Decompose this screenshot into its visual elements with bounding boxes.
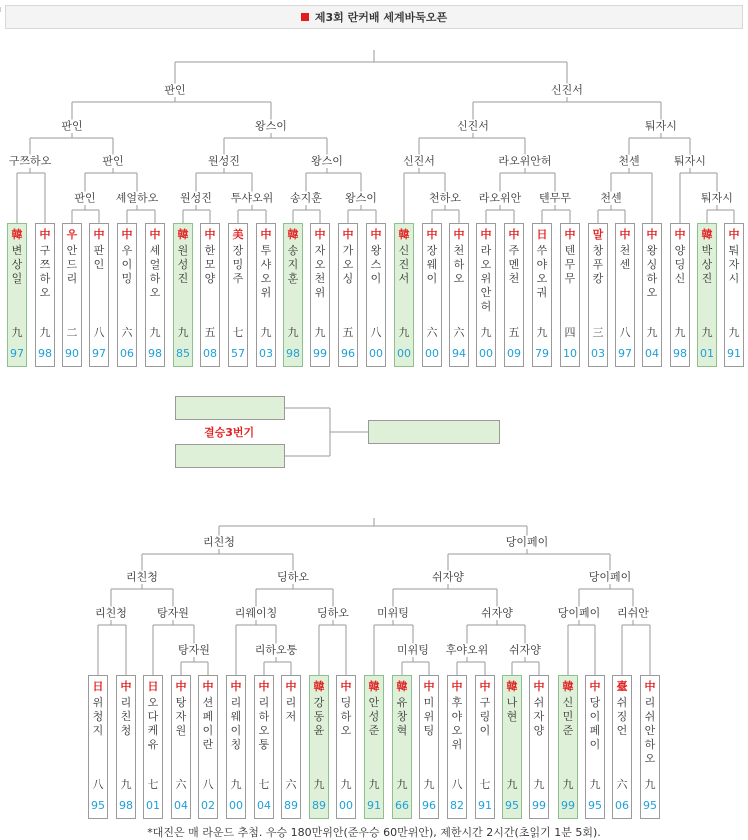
player-card [615,223,635,367]
player-card [585,675,605,819]
birth-year: 00 [479,347,493,360]
player-name: 텐 무 무 [564,244,576,285]
player-name: 양 딩 신 [674,244,686,285]
nation-tag: 中 [258,680,270,693]
bracket-label: 딩하오 [317,606,349,620]
player-card [394,223,414,367]
player-rank: 八 [370,326,382,339]
birth-year: 97 [10,347,24,360]
bracket-label: 신진서 [403,154,435,168]
player-name: 신 민 준 [562,696,574,737]
bracket-label: 라오위안 [478,191,522,205]
bracket-label: 후야오위 [445,643,489,657]
player-card [392,675,412,819]
birth-year: 96 [341,347,355,360]
nation-tag: 中 [728,228,740,241]
player-card [143,675,163,819]
player-rank: 六 [426,326,438,339]
nation-tag: 우 [66,228,78,241]
player-card [89,223,109,367]
birth-year: 01 [700,347,714,360]
player-card [476,223,496,367]
bracket-label: 리쉬안 [617,606,649,620]
birth-year: 66 [395,799,409,812]
player-rank: 九 [120,778,132,791]
player-name: 신 진 서 [398,244,410,285]
player-rank: 九 [149,326,161,339]
nation-tag: 韓 [398,228,410,241]
player-name: 구 쯔 하 오 [39,244,51,299]
player-card [560,223,580,367]
player-card [422,223,442,367]
nation-tag: 韓 [177,228,189,241]
player-card [228,223,248,367]
player-name: 리 친 청 [120,696,132,737]
nation-tag: 韓 [313,680,325,693]
nation-tag: 中 [314,228,326,241]
nation-tag: 韓 [396,680,408,693]
player-rank: 九 [674,326,686,339]
nation-tag: 中 [149,228,161,241]
player-card [504,223,524,367]
title-text: 제3회 란커배 세계바둑오픈 [314,11,448,24]
bracket-label: 투샤오위 [230,191,274,205]
nation-tag: 말 [592,228,604,241]
player-card [640,675,660,819]
nation-tag: 美 [232,228,244,241]
birth-year: 99 [561,799,575,812]
player-card [7,223,27,367]
birth-year: 79 [535,347,549,360]
nation-tag: 中 [423,680,435,693]
nation-tag: 中 [508,228,520,241]
player-card [558,675,578,819]
player-name: 퉈 자 시 [728,244,740,285]
player-name: 미 위 팅 [423,696,435,737]
nation-tag: 中 [451,680,463,693]
player-card [612,675,632,819]
player-rank: 九 [562,778,574,791]
nation-tag: 日 [92,680,104,693]
nation-tag: 中 [480,228,492,241]
player-rank: 九 [340,778,352,791]
nation-tag: 中 [230,680,242,693]
player-name: 당 이 페 이 [589,696,601,751]
player-name: 위 청 지 [92,696,104,737]
player-name: 박 상 진 [701,244,713,285]
player-rank: 九 [396,778,408,791]
nation-tag: 中 [285,680,297,693]
birth-year: 00 [339,799,353,812]
bracket-label: 왕스이 [255,119,287,133]
player-card [502,675,522,819]
birth-year: 09 [507,347,521,360]
player-name: 리 하 오 퉁 [258,696,270,751]
birth-year: 06 [615,799,629,812]
bracket-label: 라오위안허 [498,154,552,168]
player-name: 창 푸 캉 [592,244,604,285]
birth-year: 91 [478,799,492,812]
bracket-label: 탕자원 [178,643,210,657]
birth-year: 82 [450,799,464,812]
player-rank: 九 [313,778,325,791]
player-name: 원 성 진 [177,244,189,285]
nation-tag: 中 [674,228,686,241]
nation-tag: 中 [93,228,105,241]
player-rank: 九 [506,778,518,791]
nation-tag: 中 [370,228,382,241]
player-rank: 九 [536,326,548,339]
bracket-label: 구쯔하오 [8,154,52,168]
nation-tag: 中 [121,228,133,241]
nation-tag: 韓 [506,680,518,693]
player-rank: 九 [39,326,51,339]
player-card [226,675,246,819]
player-rank: 八 [619,326,631,339]
player-card [62,223,82,367]
player-name: 우 이 밍 [121,244,133,285]
birth-year: 04 [174,799,188,812]
birth-year: 03 [591,347,605,360]
birth-year: 00 [229,799,243,812]
birth-year: 00 [397,347,411,360]
player-rank: 九 [533,778,545,791]
player-card [310,223,330,367]
nation-tag: 中 [619,228,631,241]
player-rank: 九 [701,326,713,339]
player-rank: 九 [646,326,658,339]
player-name: 강 동 윤 [313,696,325,737]
nation-tag: 韓 [701,228,713,241]
final-winner-slot [368,420,500,444]
birth-year: 00 [369,347,383,360]
bracket-label: 쉬자양 [481,606,513,620]
bracket-label: 리친청 [203,535,235,549]
bracket-label: 셰얼하오 [115,191,159,205]
player-name: 쉬 징 언 [616,696,628,737]
bracket-label: 판인 [164,83,186,97]
player-card [447,675,467,819]
player-name: 나 현 [506,696,518,723]
birth-year: 96 [422,799,436,812]
player-name: 천 센 [619,244,631,271]
birth-year: 91 [727,347,741,360]
nation-tag: 中 [646,228,658,241]
player-card [475,675,495,819]
nation-tag: 中 [342,228,354,241]
birth-year: 01 [146,799,160,812]
final-slot-2 [175,444,285,468]
bracket-label: 리하오퉁 [254,643,298,657]
nation-tag: 中 [260,228,272,241]
player-rank: 六 [175,778,187,791]
player-card [336,675,356,819]
player-name: 송 지 훈 [287,244,299,285]
birth-year: 95 [505,799,519,812]
player-name: 리 웨 이 칭 [230,696,242,751]
bracket-label: 천센 [618,154,640,168]
nation-tag: 中 [564,228,576,241]
birth-year: 99 [313,347,327,360]
player-rank: 七 [147,778,159,791]
birth-year: 04 [645,347,659,360]
player-card [283,223,303,367]
nation-tag: 日 [536,228,548,241]
player-card [419,675,439,819]
player-card [642,223,662,367]
birth-year: 99 [532,799,546,812]
player-rank: 九 [11,326,23,339]
bracket-label: 신진서 [457,119,489,133]
player-name: 라 오 위 안 허 [480,244,492,313]
player-rank: 八 [93,326,105,339]
player-rank: 八 [92,778,104,791]
bracket-label: 천센 [600,191,622,205]
bracket-label: 퉈자시 [645,119,677,133]
nation-tag: 韓 [287,228,299,241]
player-card [173,223,193,367]
bracket-label: 텐무무 [539,191,571,205]
player-name: 셰 얼 하 오 [149,244,161,299]
bracket-label: 당이페이 [505,535,549,549]
player-rank: 九 [260,326,272,339]
player-rank: 四 [564,326,576,339]
birth-year: 90 [65,347,79,360]
birth-year: 98 [119,799,133,812]
player-rank: 二 [66,326,78,339]
player-rank: 七 [479,778,491,791]
bracket-label: 신진서 [551,83,583,97]
birth-year: 95 [643,799,657,812]
final-slot-1 [175,396,285,420]
bracket-label: 쉬자양 [432,570,464,584]
player-card [171,675,191,819]
nation-tag: 中 [589,680,601,693]
player-rank: 六 [453,326,465,339]
player-card [256,223,276,367]
player-card [532,223,552,367]
player-card [88,675,108,819]
bracket-label: 미위팅 [397,643,429,657]
player-name: 자 오 천 위 [314,244,326,299]
player-rank: 六 [285,778,297,791]
player-card [697,223,717,367]
player-name: 왕 싱 하 오 [646,244,658,299]
player-name: 천 하 오 [453,244,465,285]
player-rank: 七 [258,778,270,791]
nation-tag: 臺 [616,680,628,693]
player-name: 후 야 오 위 [451,696,463,751]
player-name: 가 오 싱 [342,244,354,285]
birth-year: 57 [231,347,245,360]
nation-tag: 中 [39,228,51,241]
player-rank: 五 [204,326,216,339]
player-card [145,223,165,367]
nation-tag: 中 [340,680,352,693]
player-rank: 九 [423,778,435,791]
birth-year: 10 [563,347,577,360]
player-rank: 九 [398,326,410,339]
player-name: 리 저 [285,696,297,723]
player-rank: 九 [480,326,492,339]
player-card [117,223,137,367]
birth-year: 89 [284,799,298,812]
player-card [449,223,469,367]
bracket-label: 딩하오 [277,570,309,584]
birth-year: 00 [425,347,439,360]
nation-tag: 韓 [11,228,23,241]
player-card [281,675,301,819]
player-name: 투 샤 오 위 [260,244,272,299]
birth-year: 98 [38,347,52,360]
player-name: 장 웨 이 [426,244,438,285]
player-name: 쑤 야 오 궈 [536,244,548,299]
player-card [670,223,690,367]
player-card [724,223,744,367]
player-name: 판 인 [93,244,105,271]
player-card [366,223,386,367]
bracket-label: 천하오 [429,191,461,205]
player-name: 안 성 준 [368,696,380,737]
birth-year: 91 [367,799,381,812]
birth-year: 97 [618,347,632,360]
player-rank: 九 [230,778,242,791]
player-name: 장 밍 주 [232,244,244,285]
birth-year: 94 [452,347,466,360]
birth-year: 04 [257,799,271,812]
nation-tag: 中 [202,680,214,693]
player-rank: 八 [202,778,214,791]
player-name: 변 상 일 [11,244,23,285]
birth-year: 08 [203,347,217,360]
bracket-label: 퉈자시 [674,154,706,168]
player-card [338,223,358,367]
player-card [588,223,608,367]
bracket-label: 미위팅 [377,606,409,620]
bracket-label: 판인 [61,119,83,133]
player-name: 왕 스 이 [370,244,382,285]
player-name: 한 모 양 [204,244,216,285]
birth-year: 03 [259,347,273,360]
birth-year: 98 [148,347,162,360]
player-card [309,675,329,819]
player-name: 유 창 혁 [396,696,408,737]
bracket-label: 탕자원 [157,606,189,620]
nation-tag: 日 [147,680,159,693]
player-card [198,675,218,819]
player-name: 딩 하 오 [340,696,352,737]
player-rank: 九 [287,326,299,339]
player-rank: 九 [728,326,740,339]
nation-tag: 中 [120,680,132,693]
bracket-label: 당이페이 [588,570,632,584]
bracket-label: 리친청 [126,570,158,584]
nation-tag: 中 [426,228,438,241]
birth-year: 02 [201,799,215,812]
nation-tag: 中 [533,680,545,693]
bracket-label: 원성진 [180,191,212,205]
bracket-label: 판인 [102,154,124,168]
player-rank: 九 [368,778,380,791]
footnote: *대진은 매 라운드 추첨. 우승 180만위안(준우승 60만위안), 제한시간 2시간(초읽기 1분 5회). [147,826,601,839]
player-name: 탕 자 원 [175,696,187,737]
player-rank: 六 [616,778,628,791]
player-name: 쉬 자 양 [533,696,545,737]
player-rank: 五 [342,326,354,339]
nation-tag: 中 [453,228,465,241]
birth-year: 95 [588,799,602,812]
nation-tag: 中 [644,680,656,693]
player-rank: 六 [121,326,133,339]
player-name: 안 드 리 [66,244,78,285]
birth-year: 98 [286,347,300,360]
bracket-label: 당이페이 [557,606,601,620]
player-rank: 五 [508,326,520,339]
player-card [364,675,384,819]
birth-year: 06 [120,347,134,360]
player-rank: 九 [177,326,189,339]
player-rank: 九 [314,326,326,339]
bracket-label: 원성진 [208,154,240,168]
player-rank: 九 [589,778,601,791]
nation-tag: 中 [204,228,216,241]
player-rank: 七 [232,326,244,339]
bracket-label: 리친청 [95,606,127,620]
bracket-label: 판인 [74,191,96,205]
birth-year: 89 [312,799,326,812]
player-name: 리 쉬 안 하 오 [644,696,656,765]
player-name: 주 멘 천 [508,244,520,285]
birth-year: 85 [176,347,190,360]
player-card [35,223,55,367]
player-card [529,675,549,819]
birth-year: 97 [92,347,106,360]
player-card [200,223,220,367]
player-name: 션 페 이 란 [202,696,214,751]
player-rank: 九 [644,778,656,791]
player-rank: 三 [592,326,604,339]
nation-tag: 韓 [562,680,574,693]
nation-tag: 中 [479,680,491,693]
nation-tag: 中 [175,680,187,693]
nation-tag: 韓 [368,680,380,693]
player-rank: 八 [451,778,463,791]
player-card [116,675,136,819]
bracket-label: 송지훈 [290,191,322,205]
birth-year: 98 [673,347,687,360]
player-name: 오 다 케 유 [147,696,159,751]
final-label: 결승3번기 [204,426,255,439]
bracket-label: 퉈자시 [701,191,733,205]
player-card [254,675,274,819]
bracket-label: 왕스이 [311,154,343,168]
player-name: 구 링 이 [479,696,491,737]
bracket-label: 왕스이 [345,191,377,205]
birth-year: 95 [91,799,105,812]
bracket-label: 리웨이칭 [234,606,278,620]
bracket-label: 쉬자양 [509,643,541,657]
